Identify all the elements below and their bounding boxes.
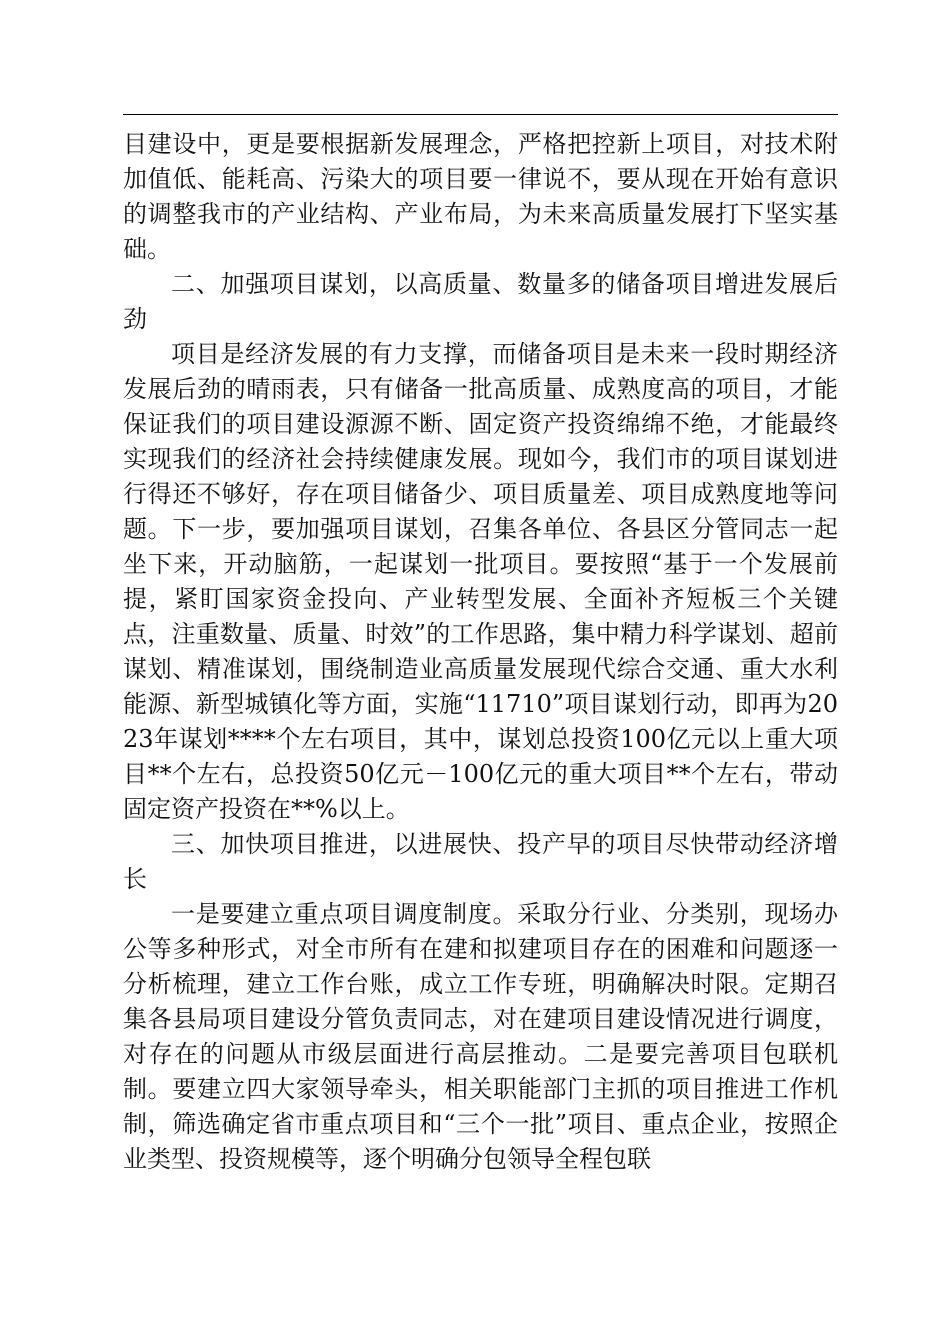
paragraph-project-advancement: 一是要建立重点项目调度制度。采取分行业、分类别，现场办公等多种形式，对全市所有在建和拟建项目存在的困难和问题逐一分析梳理，建立工作台账，成立工作专班，明确解决时限。定期召集各县局项目建设分管负责同志，对在建项目建设情况进行调度，对存在的问题从市级层面进行高层推动。二是要完善项目包联机制。要建立四大家领导牵头，相关职能部门主抓的项目推进工作机制，筛选确定省市重点项目和“三个一批”项目、重点企业，按照企业类型、投资规模等，逐个明确分包领导全程包联	[123, 900, 838, 1173]
header-rule	[123, 114, 838, 115]
paragraph-continuation: 目建设中，更是要根据新发展理念，严格把控新上项目，对技术附加值低、能耗高、污染大的项目要一律说不，要从现在开始有意识的调整我市的产业结构、产业布局，为未来高质量发展打下坚实基础。	[123, 130, 838, 263]
paragraph-project-planning: 项目是经济发展的有力支撑，而储备项目是未来一段时期经济发展后劲的晴雨表，只有储备一批高质量、成熟度高的项目，才能保证我们的项目建设源源不断、固定资产投资绵绵不绝，才能最终实现我们的经济社会持续健康发展。现如今，我们市的项目谋划进行得还不够好，存在项目储备少、项目质量差、项目成熟度地等问题。下一步，要加强项目谋划，召集各单位、各县区分管同志一起坐下来，开动脑筋，一起谋划一批项目。要按照“基于一个发展前提，紧盯国家资金投向、产业转型发展、全面补齐短板三个关键点，注重数量、质量、时效”的工作思路，集中精力科学谋划、超前谋划、精准谋划，围绕制造业高质量发展现代综合交通、重大水利能源、新型城镇化等方面，实施“11710”项目谋划行动，即再为2023年谋划****个左右项目，其中，谋划总投资100亿元以上重大项目**个左右，总投资50亿元－100亿元的重大项目**个左右，带动固定资产投资在**%以上。	[123, 340, 838, 823]
section-heading-3: 三、加快项目推进，以进展快、投产早的项目尽快带动经济增长	[123, 830, 838, 893]
document-body	[123, 127, 838, 1177]
section-heading-2: 二、加强项目谋划，以高质量、数量多的储备项目增进发展后劲	[123, 270, 838, 333]
